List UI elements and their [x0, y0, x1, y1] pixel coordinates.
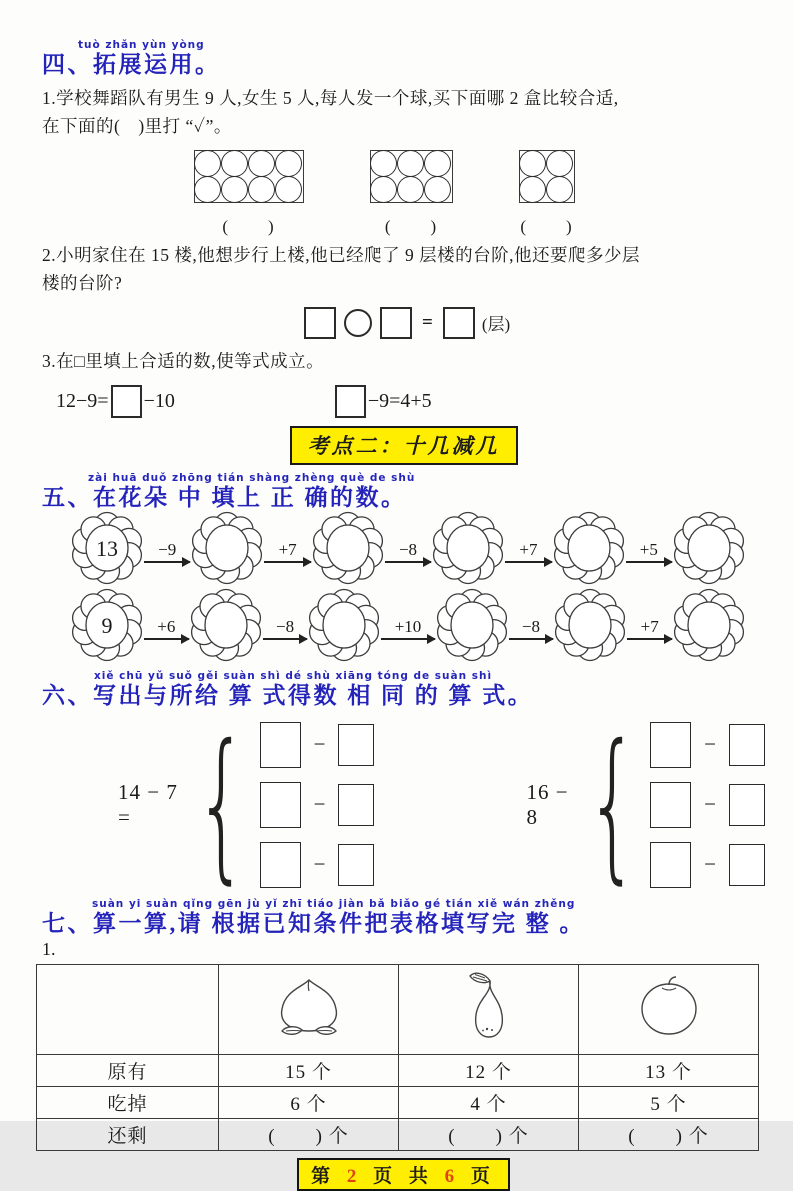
- answer-box[interactable]: [304, 307, 336, 339]
- row-label: 原有: [37, 1054, 219, 1086]
- ball-icon: [194, 150, 221, 177]
- answer-cell[interactable]: ( ) 个: [579, 1118, 759, 1150]
- checkmark-parens[interactable]: ( ): [520, 216, 574, 236]
- arrow-icon: [264, 561, 310, 563]
- unit-label: (层): [481, 315, 511, 335]
- operation-arrow: [509, 618, 554, 640]
- arrow-icon: [626, 561, 672, 563]
- equation-right: −10: [143, 389, 175, 412]
- section5-pinyin: zài huā duǒ zhōng tián shàng zhèng què de shù: [88, 471, 416, 484]
- flower-start-value: [72, 590, 142, 665]
- operation-arrow: [381, 618, 434, 640]
- value-cell: 15 个: [219, 1054, 399, 1086]
- operation-arrow: [627, 618, 672, 640]
- question2-text-line2: 楼的台阶?: [42, 272, 123, 293]
- pear-cell: [399, 964, 579, 1054]
- operation-arrow: [263, 618, 308, 640]
- value-cell: 6 个: [219, 1086, 399, 1118]
- svg-text:13: 13: [96, 535, 118, 561]
- question1-text-line1: 1.学校舞蹈队有男生 9 人,女生 5 人,每人发一个球,买下面哪 2 盒比较合适,: [42, 88, 619, 108]
- ball-box: [370, 150, 453, 203]
- ball-icon: [519, 150, 546, 177]
- operation-label: −9: [158, 540, 177, 560]
- equation-left: 12−9=: [56, 389, 109, 412]
- flower-answer[interactable]: [192, 513, 262, 588]
- section5-heading: 五、在花朵 中 填上 正 确的数。: [42, 484, 407, 510]
- answer-box[interactable]: [111, 385, 142, 418]
- arrow-icon: [505, 561, 551, 563]
- table-row: [37, 1118, 759, 1150]
- answer-box[interactable]: [260, 782, 301, 828]
- section7-pinyin: suàn yi suàn qǐng gēn jù yǐ zhī tiáo jiàn bǎ biǎo gé tián xiě wán zhěng: [92, 897, 576, 910]
- flower-answer[interactable]: [191, 590, 261, 665]
- row-label: 吃掉: [37, 1086, 219, 1118]
- equals-sign: =: [422, 311, 433, 333]
- answer-box[interactable]: [380, 307, 412, 339]
- operation-label: +5: [639, 540, 658, 560]
- brace-group-16-8: [526, 710, 765, 900]
- apple-icon: [636, 975, 702, 1037]
- answer-box[interactable]: [260, 842, 301, 888]
- ball-icon: [194, 176, 221, 203]
- answer-rows: [260, 715, 375, 895]
- value-cell: 13 个: [579, 1054, 759, 1086]
- fruit-table-body: [37, 964, 759, 1150]
- pear-icon: [461, 969, 517, 1043]
- answer-box[interactable]: [338, 844, 374, 886]
- page-footer: [297, 1158, 510, 1191]
- answer-box[interactable]: [338, 724, 374, 766]
- answer-box[interactable]: [729, 724, 765, 766]
- answer-box[interactable]: [650, 842, 691, 888]
- arrow-icon: [263, 638, 308, 640]
- answer-rows: [650, 715, 765, 895]
- ball-icon: [248, 150, 275, 177]
- peach-icon: [272, 974, 346, 1038]
- flower-answer[interactable]: [313, 513, 383, 588]
- operation-arrow: [264, 541, 310, 563]
- operation-arrow: [144, 541, 190, 563]
- value-cell: 4 个: [399, 1086, 579, 1118]
- flower-answer[interactable]: [437, 590, 507, 665]
- operation-arrow: [626, 541, 672, 563]
- ball-boxes-row: [194, 150, 765, 237]
- answer-equation-row: [650, 782, 765, 828]
- operation-arrow: [144, 618, 189, 640]
- section6-pinyin: xiě chū yǔ suǒ gěi suàn shì dé shù xiāng tóng de suàn shì: [94, 669, 493, 682]
- operation-label: +7: [519, 540, 538, 560]
- ball-icon: [275, 150, 302, 177]
- ball-icon: [424, 176, 451, 203]
- section6-heading: 六、写出与所给 算 式得数 相 同 的 算 式。: [42, 682, 534, 708]
- peach-cell: [219, 964, 399, 1054]
- ball-icon: [370, 176, 397, 203]
- operation-arrow: [505, 541, 551, 563]
- flower-answer[interactable]: [555, 590, 625, 665]
- operation-label: −8: [276, 617, 295, 637]
- ball-icon: [424, 150, 451, 177]
- topic-banner: 考点二：十几减几: [290, 426, 518, 465]
- question1-text-line2: 在下面的( )里打 “✓”。: [42, 116, 232, 136]
- ball-icon: [546, 176, 573, 203]
- flower-answer[interactable]: [433, 513, 503, 588]
- minus-sign: −: [704, 852, 716, 877]
- empty-header-cell: [37, 964, 219, 1054]
- value-cell: 5 个: [579, 1086, 759, 1118]
- item-number: 1.: [42, 938, 56, 959]
- ball-icon: [397, 150, 424, 177]
- answer-box[interactable]: [338, 784, 374, 826]
- left-brace: {: [195, 710, 249, 900]
- given-expression: 16 − 8: [526, 779, 569, 829]
- flower-chain-row2: [72, 590, 744, 665]
- arrow-icon: [144, 638, 189, 640]
- ball-box: [194, 150, 304, 203]
- ball-icon: [546, 150, 573, 177]
- table-row: [37, 1054, 759, 1086]
- ball-box-group: [370, 150, 453, 237]
- arrow-icon: [627, 638, 672, 640]
- apple-cell: [579, 964, 759, 1054]
- value-cell: 12 个: [399, 1054, 579, 1086]
- ball-box-group: [519, 150, 575, 237]
- ball-icon: [370, 150, 397, 177]
- answer-equation-row: [260, 722, 375, 768]
- ball-box: [519, 150, 575, 203]
- left-brace: {: [585, 710, 640, 900]
- arrow-icon: [144, 561, 190, 563]
- operation-label: −8: [398, 540, 418, 560]
- question2-text-line1: 2.小明家住在 15 楼,他想步行上楼,他已经爬了 9 层楼的台阶,他还要爬多少层: [42, 244, 640, 265]
- answer-box[interactable]: [650, 722, 691, 768]
- ball-box-group: [194, 150, 304, 237]
- ball-icon: [519, 176, 546, 203]
- same-result-exercise: [118, 710, 765, 900]
- arrow-icon: [381, 638, 434, 640]
- answer-cell[interactable]: ( ) 个: [219, 1118, 399, 1150]
- brace-group-14-7: [118, 710, 374, 900]
- arrow-icon: [509, 638, 554, 640]
- section7-heading: 七、算一算,请 根据已知条件把表格填写完 整 。: [42, 910, 585, 936]
- answer-box[interactable]: [729, 784, 765, 826]
- flower-answer[interactable]: [674, 590, 744, 665]
- operation-label: +7: [278, 540, 297, 560]
- ball-icon: [275, 176, 302, 203]
- minus-sign: −: [704, 732, 716, 757]
- answer-equation-row: [650, 722, 765, 768]
- minus-sign: −: [313, 852, 326, 877]
- minus-sign: −: [704, 792, 716, 817]
- flower-answer[interactable]: [554, 513, 624, 588]
- flower-chain-row1: [72, 513, 744, 588]
- answer-equation-row: [650, 842, 765, 888]
- answer-box[interactable]: [729, 844, 765, 886]
- checkmark-parens[interactable]: ( ): [384, 216, 439, 236]
- ball-icon: [248, 176, 275, 203]
- operation-arrow: [385, 541, 431, 563]
- answer-box[interactable]: [650, 782, 691, 828]
- footer-middle: 页 共: [373, 1165, 434, 1187]
- minus-sign: −: [313, 732, 326, 757]
- footer-prefix: 第: [311, 1165, 337, 1187]
- answer-equation-row: [260, 842, 375, 888]
- minus-sign: −: [313, 792, 326, 817]
- svg-text:9: 9: [101, 612, 113, 638]
- question3-equations: [56, 385, 765, 418]
- fruit-table: [36, 964, 759, 1151]
- question2-equation: [304, 307, 765, 339]
- answer-box[interactable]: [443, 307, 475, 339]
- operation-label: −8: [521, 617, 540, 637]
- given-expression: 14 − 7 =: [118, 779, 178, 829]
- flower-answer[interactable]: [309, 590, 379, 665]
- section4-pinyin: tuò zhǎn yùn yòng: [78, 39, 205, 51]
- ball-icon: [221, 176, 248, 203]
- flower-start-value: [72, 513, 142, 588]
- row-label: 还剩: [37, 1118, 219, 1150]
- operation-label: +10: [394, 617, 422, 637]
- answer-box[interactable]: [260, 722, 301, 768]
- answer-box[interactable]: [335, 385, 366, 418]
- table-image-row: [37, 964, 759, 1054]
- ball-icon: [397, 176, 424, 203]
- equation-right: −9=4+5: [367, 389, 432, 412]
- checkmark-parens[interactable]: ( ): [222, 216, 276, 236]
- operation-label: +7: [640, 617, 659, 637]
- operation-label: +6: [157, 617, 176, 637]
- operator-circle[interactable]: [344, 309, 372, 337]
- answer-equation-row: [260, 782, 375, 828]
- answer-cell[interactable]: ( ) 个: [399, 1118, 579, 1150]
- ball-icon: [221, 150, 248, 177]
- total-page-number: 6: [444, 1165, 461, 1187]
- current-page-number: 2: [346, 1165, 363, 1187]
- arrow-icon: [385, 561, 431, 563]
- footer-suffix: 页: [470, 1165, 496, 1187]
- flower-answer[interactable]: [674, 513, 744, 588]
- table-row: [37, 1086, 759, 1118]
- section4-heading: 四、拓展运用。: [42, 52, 221, 77]
- question3-text: 3.在□里填上合适的数,使等式成立。: [42, 350, 325, 371]
